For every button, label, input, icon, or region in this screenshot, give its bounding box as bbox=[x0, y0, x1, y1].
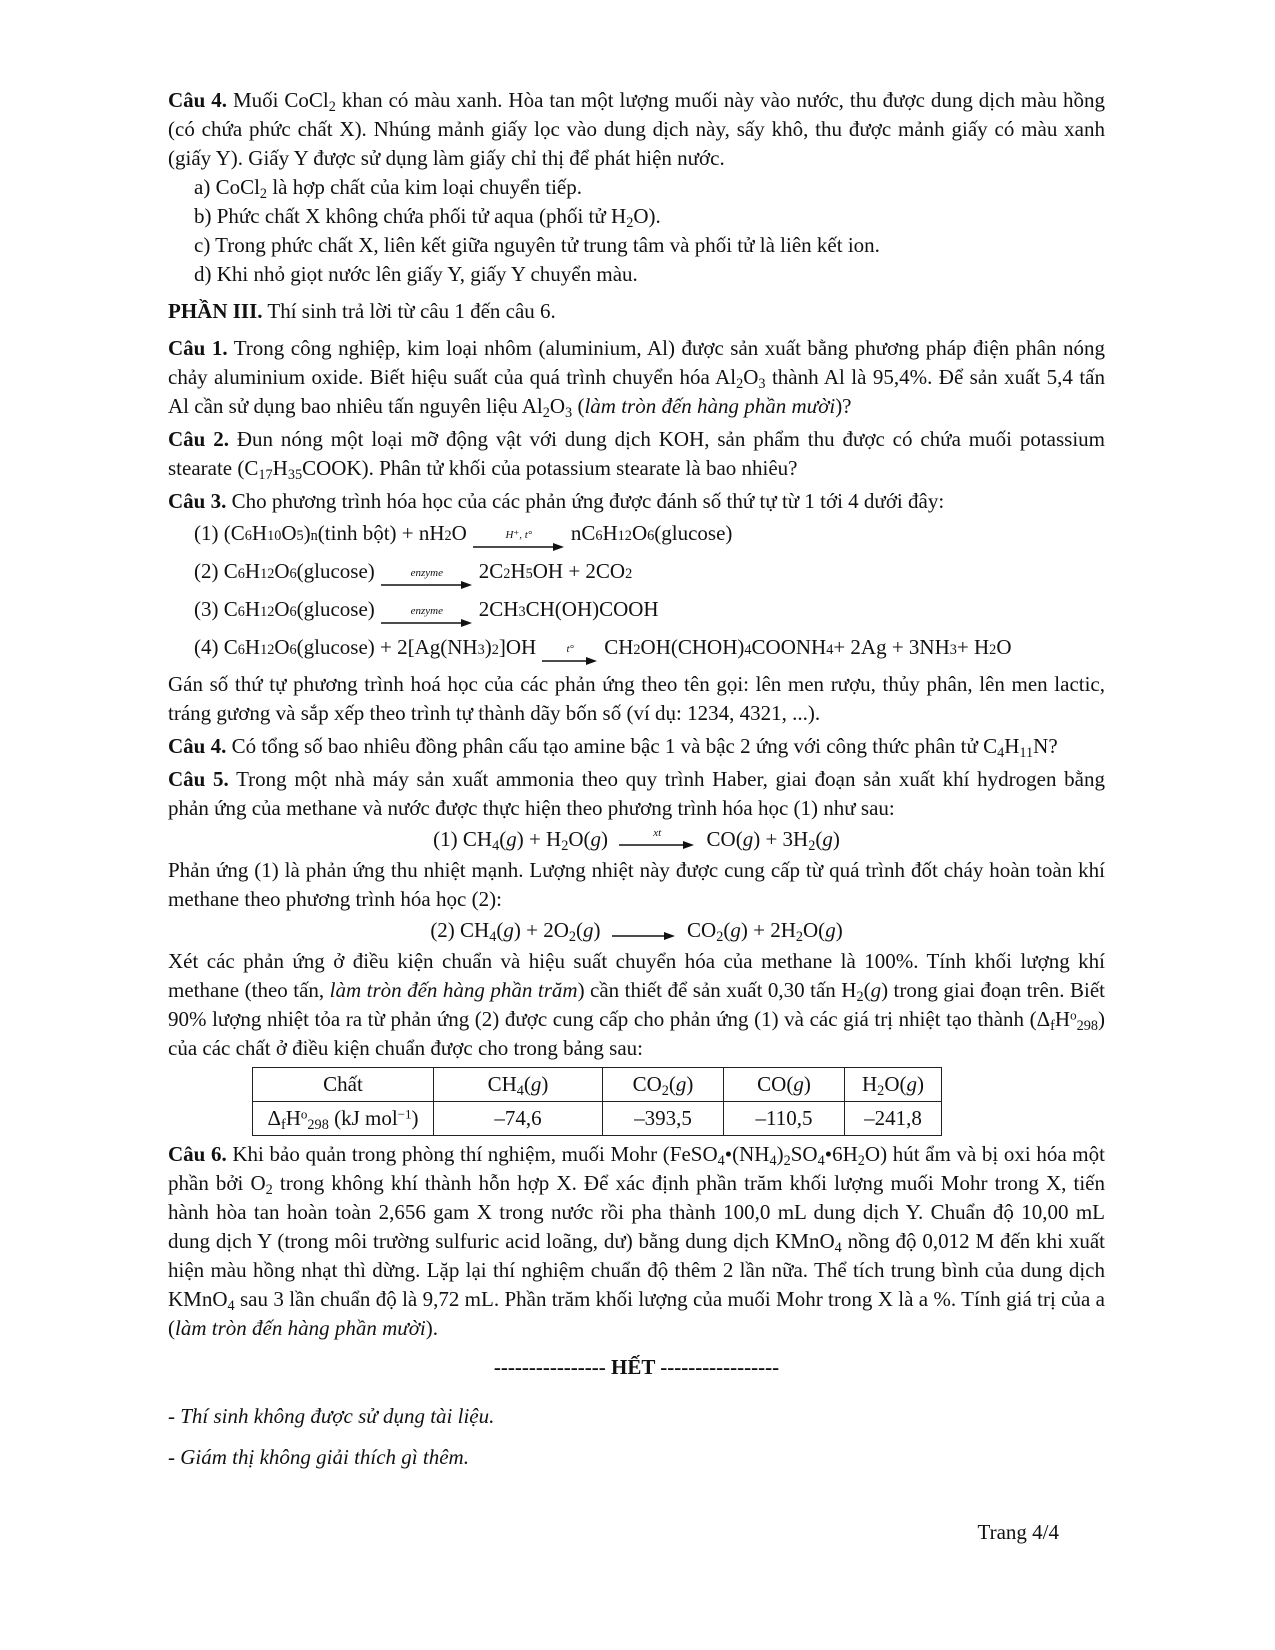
arrow-icon bbox=[473, 542, 565, 552]
arrow-icon bbox=[381, 580, 473, 590]
arrow-icon bbox=[542, 656, 598, 666]
table-row bbox=[253, 1102, 942, 1136]
table-header-row bbox=[253, 1068, 942, 1102]
option-a: a) CoCl$_2$ là hợp chất của kim loại chuyển tiếp. bbox=[194, 175, 582, 202]
question-2: Câu 2. Đun nóng một loại mỡ động vật với dung dịch KOH, sản phẩm thu được có chứa muối potassium stearate $(C_{17}H_{35}COOK)$. Phân tử khối của potassium stearate là bao nhiêu? bbox=[168, 427, 1105, 483]
question-5: Câu 5. Trong một nhà máy sản xuất ammonia theo quy trình Haber, giai đoạn sản xuất khí hydrogen bằng phản ứng của methane và nước được thực hiện theo phương trình hóa học (1) như sau: bbox=[168, 767, 1105, 820]
reaction-arrow bbox=[612, 919, 676, 941]
note-2: - Giám thị không giải thích gì thêm. bbox=[168, 1445, 469, 1469]
table-cell: –241,8 bbox=[845, 1102, 942, 1136]
table-cell: CO(g) bbox=[724, 1068, 845, 1102]
question-3-outro: Gán số thứ tự phương trình hoá học của các phản ứng theo tên gọi: lên men rượu, thủy phân, lên men lactic, tráng gương và sắp xếp theo trình tự thành dãy bốn số (ví dụ: 1234, 4321, ...). bbox=[168, 672, 1105, 725]
page-number: Trang 4/4 bbox=[977, 1520, 1059, 1544]
table-cell: –110,5 bbox=[724, 1102, 845, 1136]
question-1: Câu 1. Trong công nghiệp, kim loại nhôm (aluminium, Al) được sản xuất bằng phương pháp điện phân nóng chảy aluminium oxide. Biết hiệu suất của quá trình chuyển hóa $Al_2O_3$ thành Al là 95,4%. Để sản xuất 5,4 tấn Al cần sử dụng bao nhiêu tấn nguyên liệu $Al_2O_3$ (làm tròn đến hàng phần mười)? bbox=[168, 336, 1105, 421]
option-b: b) Phức chất X không chứa phối tử aqua (phối tử $H_2O$). bbox=[194, 204, 661, 231]
table-cell: $\Delta_fH^o_{298}$ (kJ mol$^{-1}$) bbox=[253, 1102, 434, 1136]
option-d: d) Khi nhỏ giọt nước lên giấy Y, giấy Y chuyển màu. bbox=[194, 262, 638, 286]
table-cell: Chất bbox=[253, 1068, 434, 1102]
table-cell: $CH_4(g)$ bbox=[434, 1068, 603, 1102]
question-4-part2: Câu 4. Muối CoCl$_2$ khan có màu xanh. Hòa tan một lượng muối này vào nước, thu được dung dịch màu hồng (có chứa phức chất X). Nhúng mảnh giấy lọc vào dung dịch này, sấy khô, thu được mảnh giấy có màu xanh (giấy Y). Giấy Y được sử dụng làm giấy chỉ thị để phát hiện nước. bbox=[168, 88, 1105, 170]
table-cell: –74,6 bbox=[434, 1102, 603, 1136]
question-4: Câu 4. Có tổng số bao nhiêu đồng phân cấu tạo amine bậc 1 và bậc 2 ứng với công thức phân tử $C_4H_{11}N$? bbox=[168, 734, 1058, 761]
equation-3: (3) C 6 H 12 O 6 (glucose) enzyme 2CH 3 CH(OH)COOH bbox=[168, 595, 1105, 630]
end-mark: ---------------- HẾT ----------------- bbox=[493, 1355, 780, 1379]
equation-2: (2) C 6 H 12 O 6 (glucose) enzyme 2C 2 H 5 OH + 2CO 2 bbox=[168, 557, 1105, 592]
question-6: Câu 6. Khi bảo quản trong phòng thí nghiệm, muối Mohr $(FeSO_4•(NH_4)_2SO_4•6H_2O)$ hút ẩm và bị oxi hóa một phần bởi $O_2$ trong không khí thành hỗn hợp X. Để xác định phần trăm khối lượng muối Mohr trong X, tiến hành hòa tan hoàn toàn 2,656 gam X trong nước rồi pha thành 100,0 mL dung dịch Y. Chuẩn độ 10,00 mL dung dịch Y (trong môi trường sulfuric acid loãng, dư) bằng dung dịch KMnO$_4$ nồng độ 0,012 M đến khi xuất hiện màu hồng nhạt thì dừng. Lặp lại thí nghiệm chuẩn độ thêm 2 lần nữa. Thể tích trung bình của dung dịch KMnO$_4$ sau 3 lần chuẩn độ là 9,72 mL. Phần trăm khối lượng của muối Mohr trong X là a %. Tính giá trị của a (làm tròn đến hàng phần mười). bbox=[168, 1142, 1106, 1340]
haber-equation-1: (1) $CH_4(g) + H_2O(g)$ xt $CO(g) + 3H_2(g)$ bbox=[433, 827, 840, 854]
question-5-text-2: Phản ứng (1) là phản ứng thu nhiệt mạnh. Lượng nhiệt này được cung cấp từ quá trình đốt cháy hoàn toàn khí methane theo phương trình hóa học (2): bbox=[168, 858, 1105, 911]
arrow-icon bbox=[381, 618, 473, 628]
combustion-equation-2: (2) $CH_4(g) + 2O_2(g)$ $CO_2(g) + 2H_2O(g)$ bbox=[430, 918, 843, 945]
reaction-arrow: enzyme bbox=[381, 606, 473, 628]
question-3: Câu 3. Cho phương trình hóa học của các phản ứng được đánh số thứ tự từ 1 tới 4 dưới đây: bbox=[168, 489, 945, 513]
equation-4: (4) C 6 H 12 O 6 (glucose) + 2[Ag(NH 3 ) 2 ]OH t° CH 2 OH(CHOH) 4 COONH 4 + 2Ag + 3NH 3 + H 2 O bbox=[168, 633, 1105, 668]
enthalpy-table bbox=[252, 1067, 942, 1136]
table-cell: –393,5 bbox=[603, 1102, 724, 1136]
option-c: c) Trong phức chất X, liên kết giữa nguyên tử trung tâm và phối tử là liên kết ion. bbox=[194, 233, 880, 257]
reaction-arrow: t° bbox=[542, 644, 598, 666]
part-3-heading: PHẦN III. Thí sinh trả lời từ câu 1 đến câu 6. bbox=[168, 299, 556, 323]
note-1: - Thí sinh không được sử dụng tài liệu. bbox=[168, 1404, 495, 1428]
table-cell: $CO_2(g)$ bbox=[603, 1068, 724, 1102]
reaction-arrow: enzyme bbox=[381, 568, 473, 590]
arrow-icon bbox=[612, 931, 676, 941]
reaction-arrow: xt bbox=[619, 828, 695, 850]
arrow-icon bbox=[619, 840, 695, 850]
table-cell: $H_2O(g)$ bbox=[845, 1068, 942, 1102]
question-5-text-3: Xét các phản ứng ở điều kiện chuẩn và hiệu suất chuyển hóa của methane là 100%. Tính khối lượng khí methane (theo tấn, làm tròn đến hàng phần trăm) cần thiết để sản xuất 0,30 tấn $H_2(g)$ trong giai đoạn trên. Biết 90% lượng nhiệt tỏa ra từ phản ứng (2) được cung cấp cho phản ứng (1) và các giá trị nhiệt tạo thành $(\Delta_fH^o_{298})$ của các chất ở điều kiện chuẩn được cho trong bảng sau: bbox=[168, 949, 1106, 1060]
enthalpy-symbol: $\Delta_fH^o_{298}$ bbox=[1036, 1007, 1098, 1034]
equation-1: (1) (C 6 H 10 O 5 ) n (tinh bột) + nH 2 O H⁺, t° nC 6 H 12 O 6 (glucose) bbox=[168, 519, 1105, 554]
reaction-arrow: H⁺, t° bbox=[473, 530, 565, 552]
